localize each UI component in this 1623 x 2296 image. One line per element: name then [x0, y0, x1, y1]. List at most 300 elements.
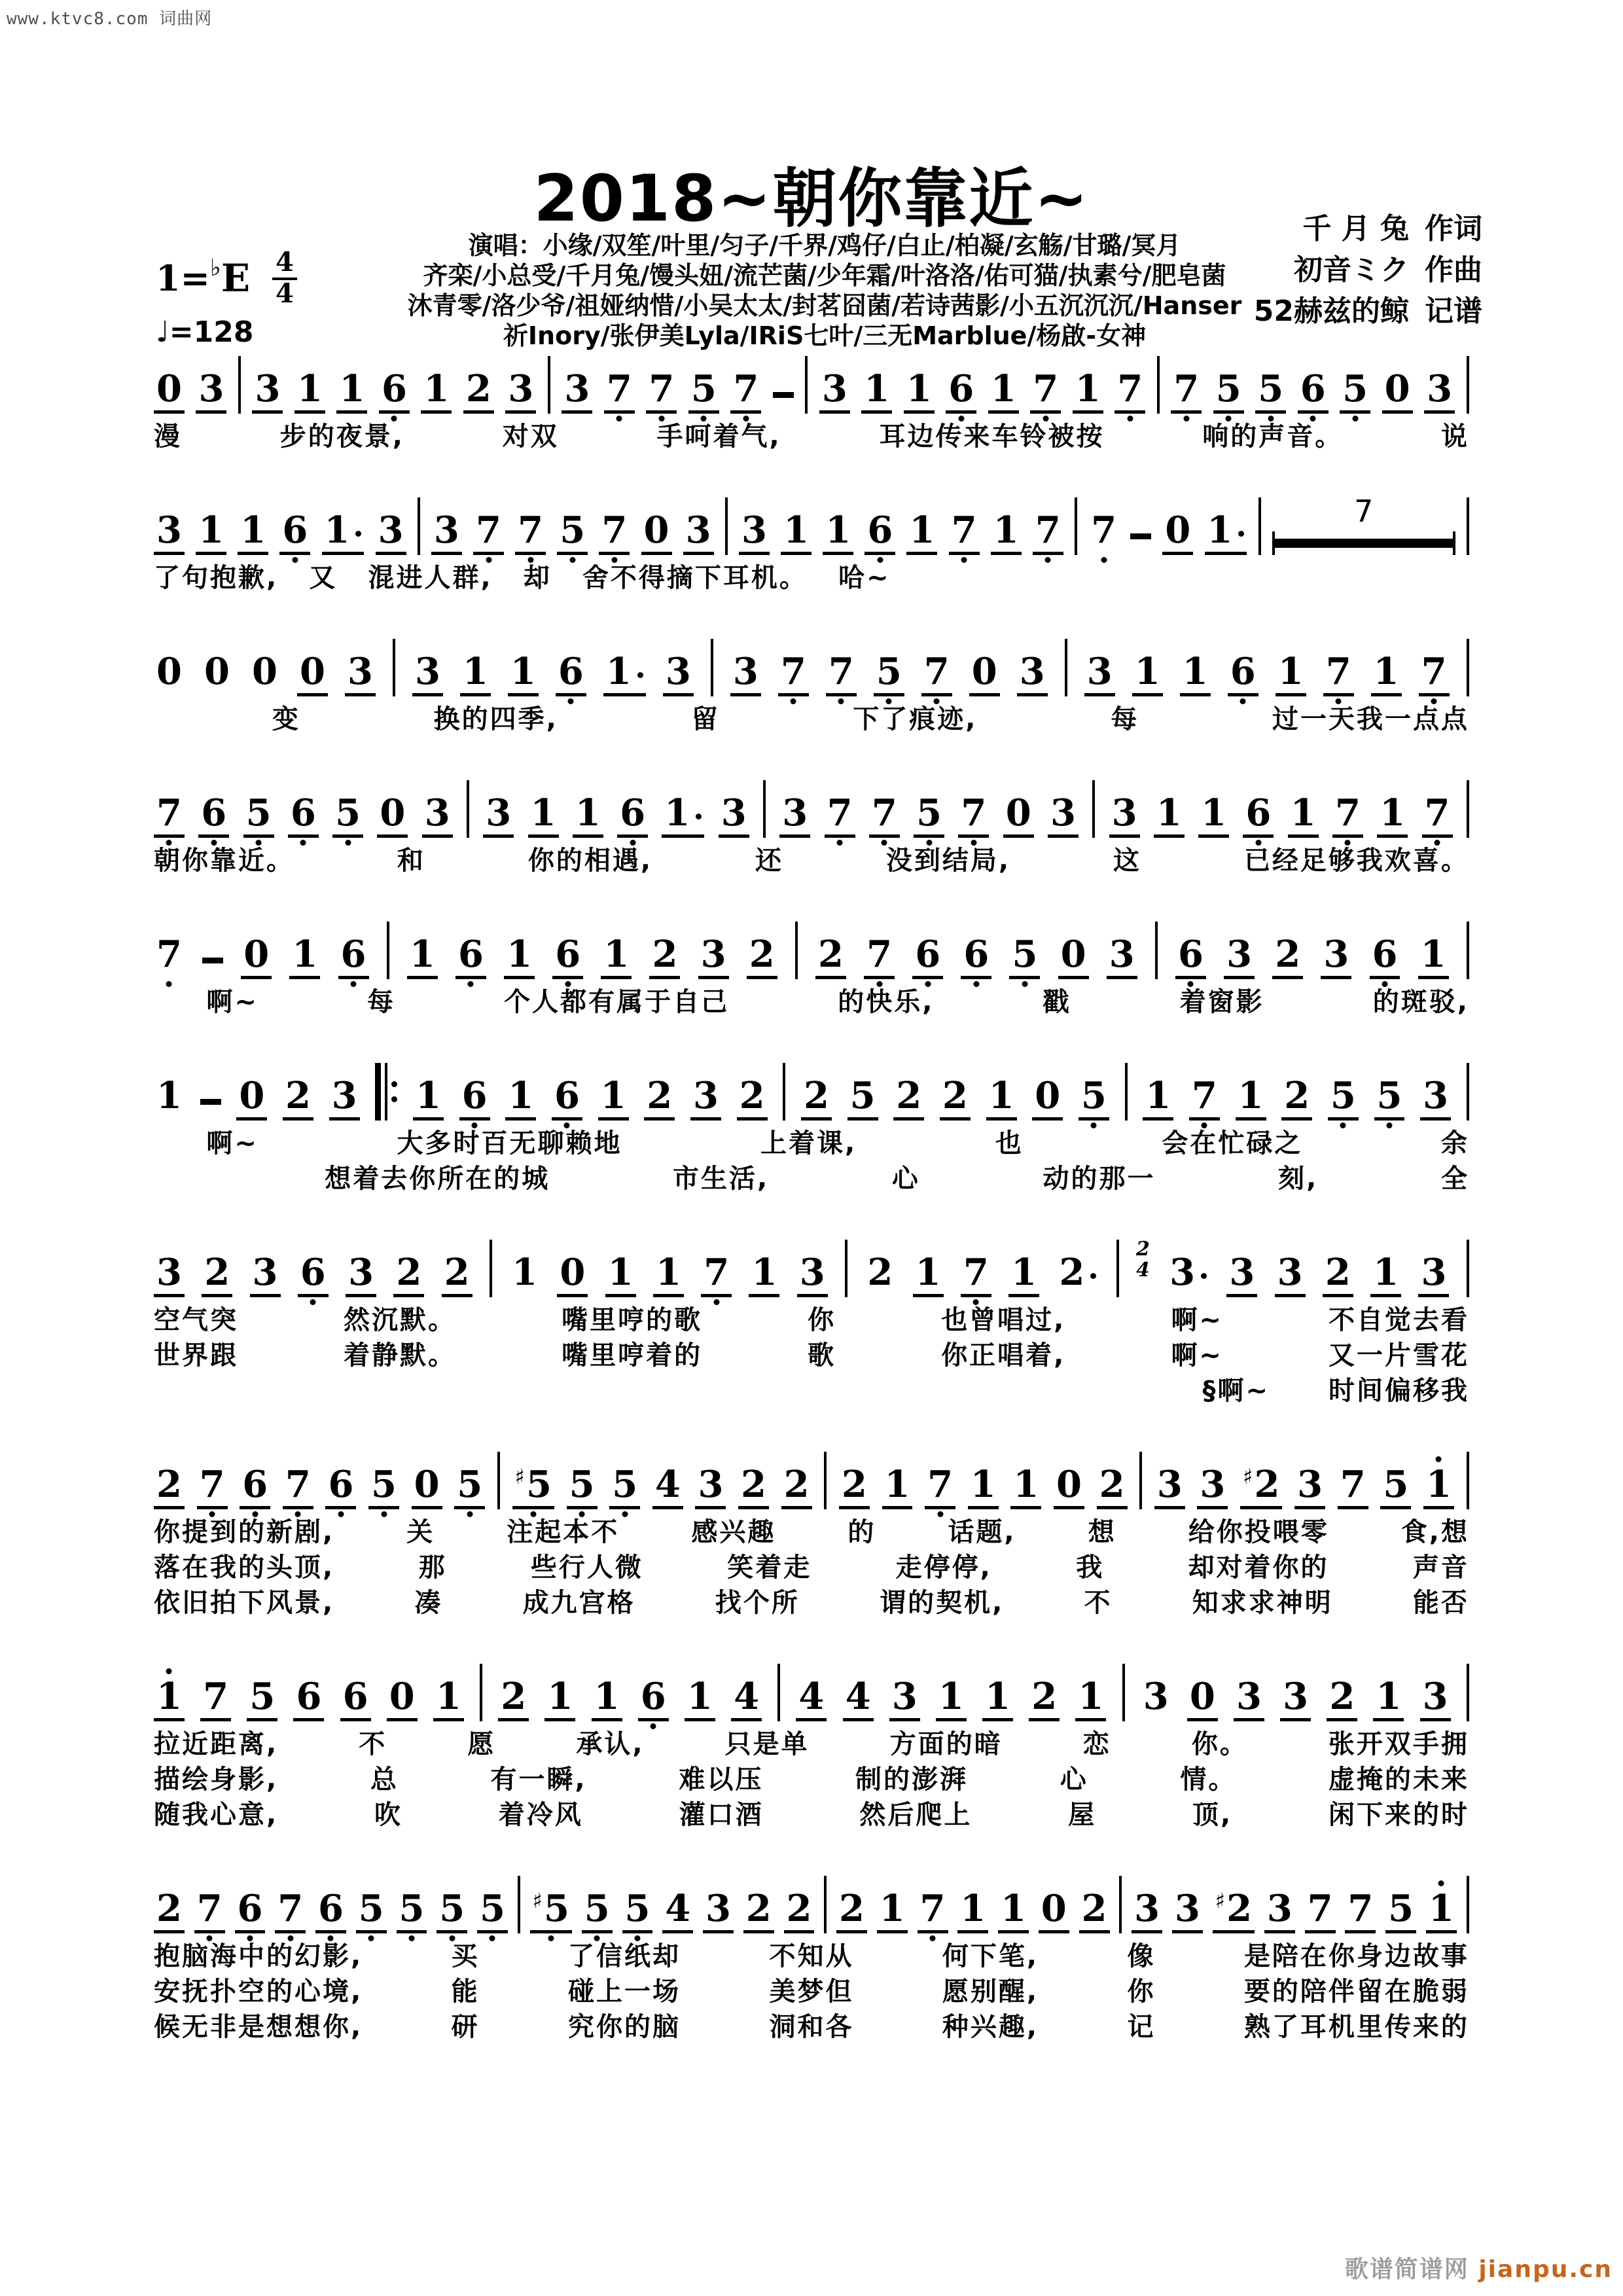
composer-name: 初音ミク	[1294, 253, 1409, 287]
note: 5	[437, 1890, 467, 1933]
watermark-site-name: 歌谱简谱网	[1344, 2256, 1469, 2283]
low-octave-dot	[1382, 981, 1387, 987]
lyric-group: 过一天我一点点	[1272, 704, 1469, 734]
note: 7	[1115, 370, 1145, 414]
note: 1	[986, 1077, 1017, 1121]
tempo-marking: ♩=128	[156, 315, 254, 349]
lyric-group: 啊~	[1171, 1305, 1223, 1335]
note: 0	[969, 653, 1000, 696]
note: 3	[1167, 1254, 1209, 1297]
note: 6	[638, 1678, 669, 1721]
song-title: 2018~朝你靠近~	[533, 162, 1090, 236]
note: 1	[877, 1890, 908, 1933]
low-octave-dot	[579, 1511, 585, 1517]
note: 6	[552, 936, 583, 979]
note: 3	[703, 1890, 734, 1933]
note: 0	[1003, 795, 1034, 838]
lyric-group: 记	[1127, 2012, 1156, 2042]
low-octave-dot	[527, 557, 533, 563]
lyric-group: 混进人群,	[368, 563, 493, 593]
lyric-group: 买	[451, 1941, 480, 1971]
low-octave-dot	[791, 698, 796, 704]
lyric-group: 找个所	[715, 1588, 800, 1618]
note: 7	[1332, 795, 1363, 838]
lyric-group: 全	[1440, 1164, 1469, 1194]
repeat-dot	[391, 1081, 397, 1087]
note: 7	[1305, 1890, 1336, 1933]
lyric-group: 变	[272, 704, 300, 734]
note: 7	[1171, 370, 1202, 414]
low-octave-dot	[295, 1511, 301, 1517]
note: 3	[1084, 653, 1115, 696]
lyric-group: 情。	[1180, 1765, 1237, 1795]
lyric-group: 每	[1111, 704, 1139, 734]
note: 2	[1079, 1890, 1110, 1933]
lyric-group: 换的四季,	[433, 704, 558, 734]
note: 1	[1275, 653, 1306, 696]
low-octave-dot	[1431, 698, 1437, 704]
low-octave-dot	[925, 981, 931, 987]
lyrics-row	[154, 1974, 1469, 2009]
lyric-group: 不	[359, 1729, 387, 1759]
music-system-10	[154, 1865, 1469, 2045]
note: 7	[826, 653, 857, 696]
low-octave-dot	[886, 698, 892, 704]
low-octave-dot	[622, 1511, 628, 1517]
note: 1	[598, 1077, 629, 1121]
low-octave-dot	[256, 840, 262, 846]
key-signature-block	[156, 249, 297, 349]
lyric-group: 灌口酒	[679, 1800, 764, 1830]
low-octave-dot	[345, 840, 351, 846]
note: 2	[1327, 1678, 1357, 1721]
lyric-group: 着窗影	[1179, 987, 1264, 1017]
notes-row	[154, 770, 1469, 838]
lyric-group: 碰上一场	[568, 1977, 681, 2007]
note: 0	[1054, 1466, 1084, 1509]
multi-measure-rest	[1272, 493, 1455, 555]
barline	[387, 922, 389, 979]
low-octave-dot	[569, 557, 575, 563]
lyric-group: 想	[1088, 1517, 1116, 1547]
performers-line-2: 齐栾/小总受/千月兔/馒头妞/流芒菌/少年霜/叶洛洛/佑可猫/执素兮/肥皂菌	[423, 261, 1226, 290]
note: 1	[1180, 653, 1211, 696]
note: 3	[1280, 1678, 1311, 1721]
note: 6	[379, 370, 410, 414]
note: 3	[422, 795, 453, 838]
low-octave-dot	[565, 981, 571, 987]
note: 2	[801, 1077, 832, 1121]
note: 2	[747, 936, 777, 979]
note: 3	[889, 1678, 920, 1721]
barline	[1467, 1063, 1469, 1121]
performers-line-4: 祈Inory/张伊美Lyla/IRiS七叶/三无Marblue/杨啟-女神	[503, 321, 1147, 350]
barline	[1122, 1664, 1125, 1721]
note: 5	[557, 512, 588, 555]
note: 2	[781, 1466, 812, 1509]
lyric-group: 是陪在你身边故事	[1243, 1941, 1469, 1971]
low-octave-dot	[958, 416, 964, 422]
note: 7	[778, 653, 809, 696]
note: 6	[1228, 653, 1258, 696]
note: 2	[940, 1077, 971, 1121]
lyric-group: 心	[891, 1164, 920, 1194]
lyric-group: 会在忙碌之	[1162, 1128, 1303, 1158]
note: 3	[250, 1254, 281, 1297]
lyric-group: 不	[1084, 1588, 1113, 1618]
low-octave-dot	[209, 1511, 215, 1517]
low-octave-dot	[926, 840, 932, 846]
note: 1	[433, 1678, 464, 1721]
lyric-group: 没到结局,	[885, 846, 1011, 876]
lyric-group: 然后爬上	[859, 1800, 972, 1830]
low-octave-dot	[1091, 1122, 1097, 1128]
note: 0	[1187, 1678, 1218, 1721]
note: 1	[1377, 795, 1408, 838]
low-octave-dot	[166, 981, 172, 987]
note: 3	[1321, 936, 1351, 979]
note: 5	[609, 1466, 640, 1509]
barline	[805, 356, 808, 414]
note: 1	[156, 1074, 182, 1117]
lyric-group: 个人都有属于自己	[504, 987, 730, 1017]
note: 5	[567, 1466, 597, 1509]
note: 6	[455, 936, 486, 979]
lyric-group: 熟了耳机里传来的	[1243, 2012, 1469, 2042]
low-octave-dot	[937, 1511, 943, 1517]
barline	[1119, 1876, 1122, 1933]
note: 1	[1373, 1678, 1404, 1721]
low-octave-dot	[490, 1935, 495, 1941]
barline	[1258, 497, 1261, 555]
low-octave-dot	[300, 840, 306, 846]
barline	[518, 1876, 520, 1933]
barline	[1092, 780, 1095, 838]
note: 1	[196, 512, 226, 555]
note: 1	[991, 512, 1022, 555]
note: 0	[251, 650, 277, 693]
lyric-group: 种兴趣,	[942, 2012, 1039, 2042]
barline	[490, 1240, 492, 1297]
lyrics-row	[154, 1727, 1469, 1762]
low-octave-dot	[1127, 416, 1133, 422]
note: 6	[556, 653, 586, 696]
low-octave-dot	[1202, 1122, 1207, 1128]
note: 2	[815, 936, 846, 979]
note: 1	[1371, 653, 1402, 696]
high-octave-dot	[166, 1668, 172, 1674]
lyric-group: 你	[808, 1305, 836, 1335]
note: 1	[1154, 795, 1185, 838]
note: 3	[505, 370, 536, 414]
note: 3	[376, 512, 406, 555]
barline	[777, 1664, 780, 1721]
note: 2	[839, 1466, 870, 1509]
lyric-group: 啊~	[1171, 1340, 1223, 1371]
low-octave-dot	[1340, 1122, 1346, 1128]
low-octave-dot	[530, 1511, 536, 1517]
lyric-group: 些行人微	[530, 1552, 643, 1583]
barline	[824, 1452, 827, 1509]
lyric-group: 也曾唱过,	[941, 1305, 1066, 1335]
watermark-site-bottom	[1345, 2251, 1613, 2284]
low-octave-dot	[1226, 416, 1232, 422]
lyric-group: 动的那一	[1043, 1164, 1156, 1194]
note: 2	[154, 1890, 185, 1933]
note: 1	[1288, 795, 1319, 838]
note: 1	[998, 1890, 1029, 1933]
note: 3	[1275, 1254, 1306, 1297]
low-octave-dot	[548, 1935, 554, 1941]
low-octave-dot	[973, 1299, 979, 1305]
notes-row	[154, 1441, 1469, 1509]
note: 1	[882, 1466, 913, 1509]
repeat-dots	[391, 1081, 397, 1102]
lyric-group: 走停停,	[895, 1552, 992, 1583]
lyrics-row	[154, 2009, 1469, 2045]
watermark-site-top: www.ktvc8.com 词曲网	[7, 9, 213, 29]
low-octave-dot	[973, 981, 979, 987]
notes-row	[154, 346, 1469, 414]
note: 7	[1189, 1077, 1220, 1121]
lyric-group: 却对着你的	[1188, 1552, 1329, 1583]
lyric-group: 你提到的新剧,	[154, 1517, 335, 1547]
note: 3	[1132, 1890, 1162, 1933]
note: 3	[819, 370, 850, 414]
note: 1	[913, 1254, 944, 1297]
lyric-group: 和	[397, 846, 425, 876]
note: 3	[1420, 1678, 1451, 1721]
note: 6	[293, 1678, 324, 1721]
augmentation-dot	[1238, 531, 1244, 537]
note: 3	[1264, 1890, 1295, 1933]
low-octave-dot	[1345, 840, 1351, 846]
lyrics-row	[154, 560, 891, 596]
note: 1	[1370, 1254, 1401, 1297]
note: 1	[861, 370, 892, 414]
low-octave-dot	[207, 1935, 213, 1941]
lyric-group: 食,想	[1400, 1517, 1469, 1547]
lyric-group: 你的相遇,	[527, 846, 653, 876]
low-octave-dot	[701, 416, 707, 422]
low-octave-dot	[564, 1122, 570, 1128]
lyric-group: 了句抱歉,	[154, 563, 279, 593]
note: 5	[1380, 1466, 1411, 1509]
lyric-group: 空气突	[154, 1305, 238, 1335]
lyrics-row	[154, 843, 1469, 878]
composer-role: 作曲	[1425, 253, 1482, 287]
lyric-group: 何下笔,	[942, 1941, 1039, 1971]
music-system-6	[154, 1052, 1469, 1196]
note: 7	[599, 512, 630, 555]
low-octave-dot	[368, 1935, 374, 1941]
barline	[725, 497, 728, 555]
barline	[548, 356, 550, 414]
note: 7	[825, 795, 855, 838]
low-octave-dot	[381, 1511, 387, 1517]
note: 0	[412, 1466, 442, 1509]
barline	[1467, 922, 1469, 979]
multi-rest-beam	[1275, 539, 1453, 548]
barline	[418, 497, 420, 555]
note: 1	[988, 370, 1019, 414]
note: 0	[154, 370, 185, 414]
low-octave-dot	[611, 557, 617, 563]
music-system-4	[154, 770, 1469, 878]
barline	[238, 356, 241, 414]
watermark-site-url: jianpu.cn	[1478, 2256, 1613, 2283]
note: 1	[573, 795, 603, 838]
note: 3	[1143, 1675, 1169, 1718]
key-and-time	[156, 249, 297, 308]
lyric-group: 还	[755, 846, 783, 876]
note: 6	[1243, 795, 1274, 838]
lyrics-row	[154, 1338, 1469, 1373]
lyric-group: 能	[451, 1977, 480, 2007]
lyric-group: 着冷风	[498, 1800, 583, 1830]
lyric-group: 余	[1440, 1128, 1469, 1158]
lyric-group: 刻,	[1278, 1164, 1319, 1194]
low-octave-dot	[1255, 840, 1261, 846]
lyrics-row	[154, 1550, 1469, 1585]
repeat-thin-line	[385, 1063, 387, 1121]
note: 6	[865, 512, 895, 555]
note: 7	[197, 1466, 228, 1509]
note: 3	[663, 653, 694, 696]
note: 6	[961, 936, 991, 979]
note: 3	[154, 512, 185, 555]
music-system-5	[154, 911, 1469, 1020]
sharp-icon: ♯	[514, 1464, 525, 1489]
lyric-group: 随我心意,	[154, 1800, 279, 1830]
low-octave-dot	[1352, 416, 1358, 422]
note: 6	[617, 795, 648, 838]
note: 5	[1255, 370, 1286, 414]
barline	[1467, 780, 1469, 838]
note: 3	[683, 512, 714, 555]
repeat-thick-line	[375, 1063, 381, 1121]
lyric-group: 候无非是想想你,	[154, 2012, 363, 2042]
note: 6	[912, 936, 943, 979]
performers-line-3: 沐青零/洛少爷/祖娅纳惜/小吴太太/封茗囧菌/若诗茜影/小五沉沉沉/Hanser	[407, 291, 1242, 320]
note: 7	[515, 512, 546, 555]
note: 3	[1107, 936, 1137, 979]
note: 3	[779, 795, 810, 838]
transcriber-name: 52赫兹的鲸	[1253, 295, 1409, 328]
notes-row	[154, 1052, 1469, 1121]
lyric-group: 不自觉去看	[1329, 1305, 1469, 1335]
note: 5	[247, 1678, 277, 1721]
lyric-group: 顶,	[1192, 1800, 1233, 1830]
lyric-group: 抱脑海中的幻影,	[154, 1941, 363, 1971]
lyric-group: 说	[1441, 422, 1469, 452]
note: 7	[961, 1254, 991, 1297]
lyric-group: 也	[995, 1128, 1024, 1158]
lyric-group: 歌	[808, 1340, 836, 1371]
note: 5	[847, 1077, 878, 1121]
note: 7	[1338, 1466, 1368, 1509]
note: 5	[688, 370, 719, 414]
lyric-group: 方面的暗	[889, 1729, 1003, 1759]
note: 6	[198, 795, 229, 838]
barline	[1467, 1452, 1469, 1509]
note: 5	[874, 653, 904, 696]
key-tonic: E	[221, 256, 251, 300]
lyric-group: 又一片雪花	[1329, 1340, 1469, 1371]
note: 0	[241, 936, 272, 979]
lyrics-row	[206, 1126, 1469, 1161]
low-octave-dot	[651, 1723, 656, 1729]
note: 3	[739, 512, 770, 555]
note: 5	[1374, 1077, 1405, 1121]
sharp-icon: ♯	[532, 1888, 543, 1913]
note: 7	[701, 1254, 732, 1297]
lyrics-row	[272, 702, 1469, 737]
low-octave-dot	[468, 981, 474, 987]
note: 5	[1009, 936, 1040, 979]
note: 7	[200, 1678, 231, 1721]
note: 2	[893, 1077, 924, 1121]
lyric-group: 手呵着气,	[656, 422, 781, 452]
lyrics-row	[154, 1797, 1469, 1833]
note: 5	[582, 1890, 613, 1933]
barline	[1467, 639, 1469, 696]
note: 0	[204, 650, 230, 693]
lyric-group: 拉近距离,	[154, 1729, 279, 1759]
lyric-group: 落在我的头顶,	[154, 1552, 335, 1583]
lyric-group: 想着去你所在的城	[325, 1164, 550, 1194]
lyric-group: 留	[691, 704, 720, 734]
lyric-group: 美梦但	[769, 1977, 854, 2007]
low-octave-dot	[838, 698, 844, 704]
lyric-group: 知求求神明	[1192, 1588, 1333, 1618]
lyric-group: 的斑驳,	[1372, 987, 1469, 1017]
note: 7	[949, 512, 980, 555]
key-prefix: 1=	[156, 257, 210, 299]
low-octave-dot	[837, 840, 843, 846]
note: 0	[1039, 1890, 1069, 1933]
lyric-group: 承认,	[576, 1729, 645, 1759]
note: 3	[1424, 370, 1455, 414]
lyric-group: 虚掩的未来	[1329, 1765, 1469, 1795]
note: 5	[477, 1890, 508, 1933]
lyric-group: 哈~	[838, 563, 891, 593]
note: 7	[918, 1890, 948, 1933]
note: 2	[738, 1466, 769, 1509]
note: 1	[294, 370, 325, 414]
note: 7	[1323, 653, 1354, 696]
note: 1	[421, 370, 452, 414]
note: 2	[649, 936, 680, 979]
note: 4	[843, 1678, 874, 1721]
note: 2	[737, 1077, 768, 1121]
note-extension-dash	[200, 1099, 221, 1105]
lyric-group: 步的夜景,	[279, 422, 404, 452]
note: ♯2	[1213, 1890, 1255, 1933]
note: 3	[345, 653, 376, 696]
note-extension-dash	[202, 958, 223, 963]
low-octave-dot	[391, 416, 397, 422]
note: 3	[1234, 1678, 1264, 1721]
note: 0	[1058, 936, 1089, 979]
low-octave-dot	[1188, 981, 1194, 987]
note: 3	[1420, 1077, 1451, 1121]
lyric-group: 时间偏移我	[1329, 1376, 1469, 1406]
lyric-group: 愿别醒,	[942, 1977, 1039, 2007]
note: 1	[906, 512, 937, 555]
music-system-2	[154, 487, 1469, 596]
note: 0	[236, 1077, 267, 1121]
